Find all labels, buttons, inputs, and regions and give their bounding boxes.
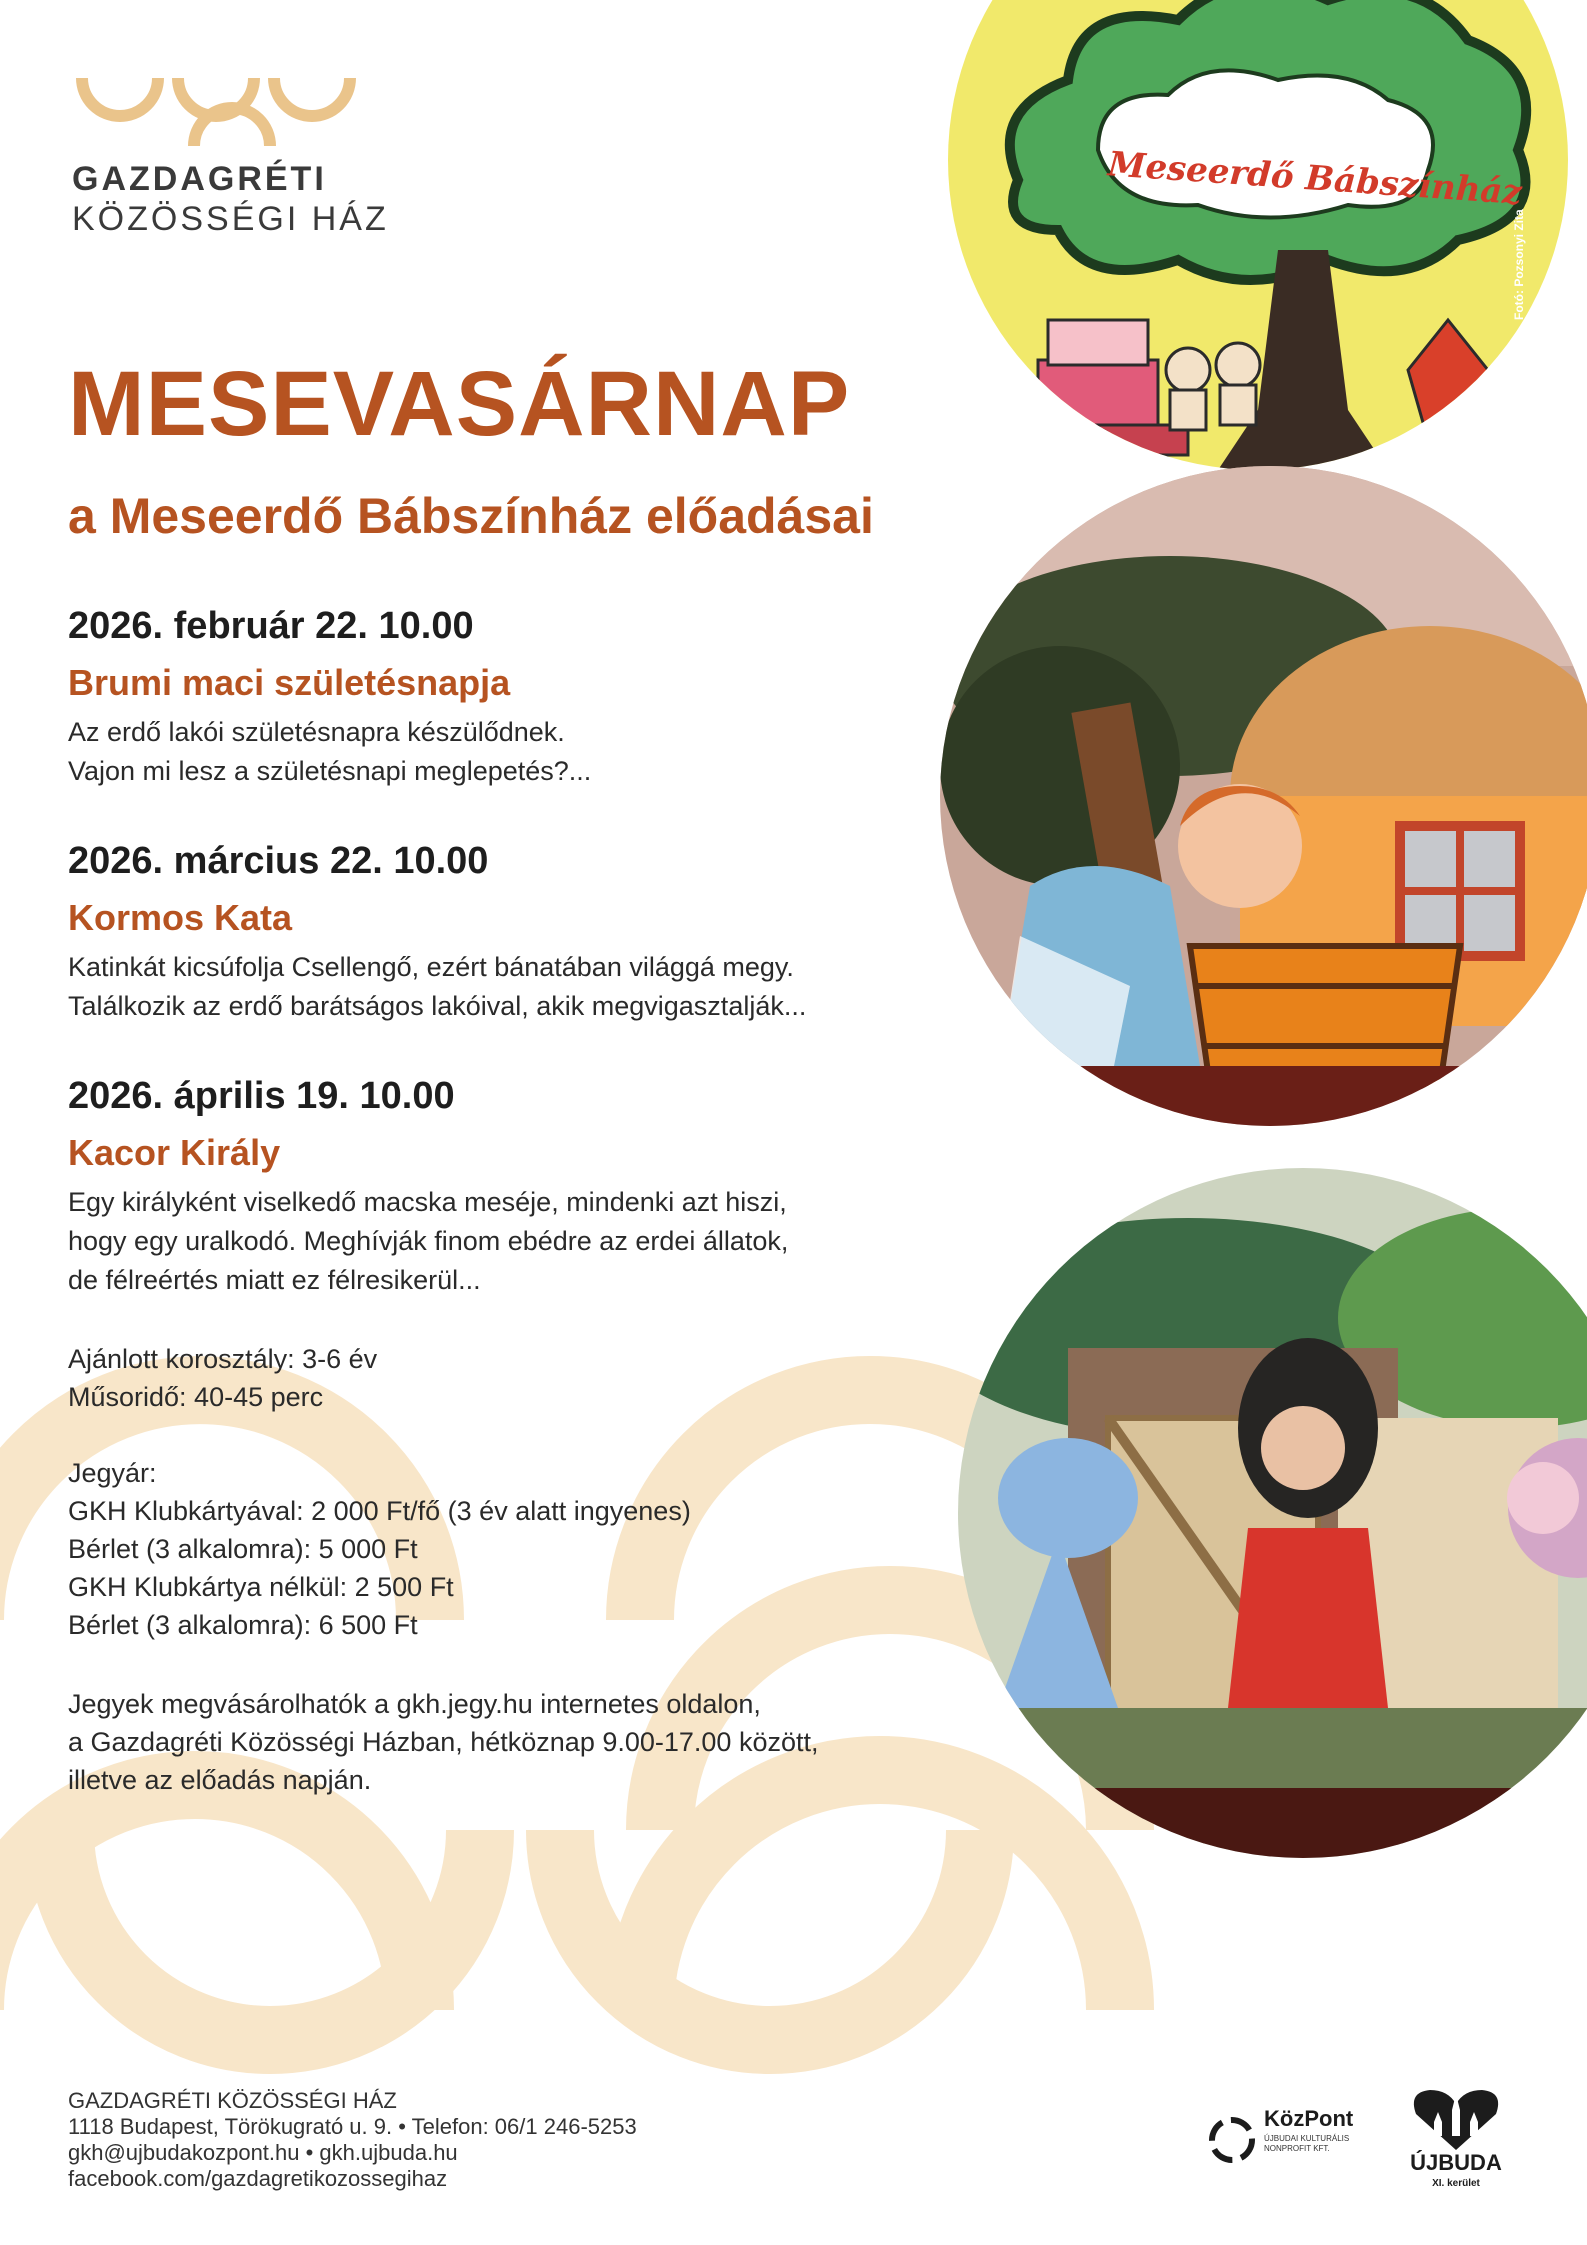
footer-facebook: facebook.com/gazdagretikozossegihaz: [68, 2166, 448, 2191]
purchase-line-3: illetve az előadás napján.: [68, 1765, 372, 1795]
event-1-title: Brumi maci születésnapja: [68, 662, 511, 703]
kozpont-name: KözPont: [1264, 2106, 1354, 2131]
kozpont-circle-icon: [1204, 2112, 1260, 2168]
ticket-price-1: GKH Klubkártyával: 2 000 Ft/fő (3 év alatt ingyenes): [68, 1496, 691, 1526]
event-2-desc-line2: Találkozik az erdő barátságos lakóival, akik megvigasztalják...: [68, 991, 807, 1021]
purchase-line-1: Jegyek megvásárolhatók a gkh.jegy.hu internetes oldalon,: [68, 1689, 761, 1719]
ujbuda-subtitle: XI. kerület: [1432, 2178, 1480, 2189]
gkh-logo: [72, 72, 392, 242]
sign-text: Meseerdő Bábszínház: [1106, 144, 1524, 214]
event-1-desc-line2: Vajon mi lesz a születésnapi meglepetés?...: [68, 756, 592, 786]
event-2-date: 2026. március 22. 10.00: [68, 840, 489, 882]
event-3-title: Kacor Király: [68, 1132, 281, 1173]
photo-credit: Fotó: Pozsonyi Zita: [1512, 209, 1526, 320]
duration: Műsoridő: 40-45 perc: [68, 1382, 324, 1412]
ujbuda-heart-church-icon: [1408, 2086, 1504, 2152]
event-2-title: Kormos Kata: [68, 897, 293, 938]
ticket-price-2: Bérlet (3 alkalomra): 5 000 Ft: [68, 1534, 418, 1564]
page-title: MESEVASÁRNAP: [68, 353, 851, 455]
event-2-desc-line1: Katinkát kicsúfolja Csellengő, ezért bánatában világgá megy.: [68, 952, 794, 982]
ujbuda-name: ÚJBUDA: [1410, 2150, 1502, 2175]
kozpont-subtitle: ÚJBUDAI KULTURÁLIS NONPROFIT KFT.: [1264, 2134, 1350, 2153]
logo-line2: KÖZÖSSÉGI HÁZ: [72, 200, 389, 238]
event-3-desc-line3: de félreértés miatt ez félresikerül...: [68, 1265, 481, 1295]
footer-address: 1118 Budapest, Törökugrató u. 9. • Telefon: 06/1 246-5253: [68, 2114, 637, 2139]
event-3-desc-line1: Egy királyként viselkedő macska meséje, mindenki azt hiszi,: [68, 1187, 787, 1217]
ticket-price-4: Bérlet (3 alkalomra): 6 500 Ft: [68, 1610, 418, 1640]
event-1-desc-line1: Az erdő lakói születésnapra készülődnek.: [68, 717, 565, 747]
kozpont-logo: [1204, 2106, 1374, 2176]
puppet-at-washtub-photo-icon: [940, 466, 1587, 1126]
event-3-date: 2026. április 19. 10.00: [68, 1075, 455, 1117]
logo-arcs-icon: [74, 72, 374, 152]
footer-email-web: gkh@ujbudakozpont.hu • gkh.ujbuda.hu: [68, 2140, 458, 2165]
ticket-heading: Jegyár:: [68, 1458, 157, 1488]
event-1-date: 2026. február 22. 10.00: [68, 605, 474, 647]
logo-line1: GAZDAGRÉTI: [72, 160, 327, 198]
kormos-kata-puppet-photo: [940, 466, 1587, 1126]
age-recommendation: Ajánlott korosztály: 3-6 év: [68, 1344, 378, 1374]
ticket-price-3: GKH Klubkártya nélkül: 2 500 Ft: [68, 1572, 454, 1602]
event-3-desc-line2: hogy egy uralkodó. Meghívják finom ebédre az erdei állatok,: [68, 1226, 789, 1256]
page-subtitle: a Meseerdő Bábszínház előadásai: [68, 488, 874, 544]
ujbuda-logo: [1408, 2086, 1504, 2196]
purchase-line-2: a Gazdagréti Közösségi Házban, hétköznap 9.00-17.00 között,: [68, 1727, 819, 1757]
footer-org: GAZDAGRÉTI KÖZÖSSÉGI HÁZ: [68, 2088, 397, 2113]
